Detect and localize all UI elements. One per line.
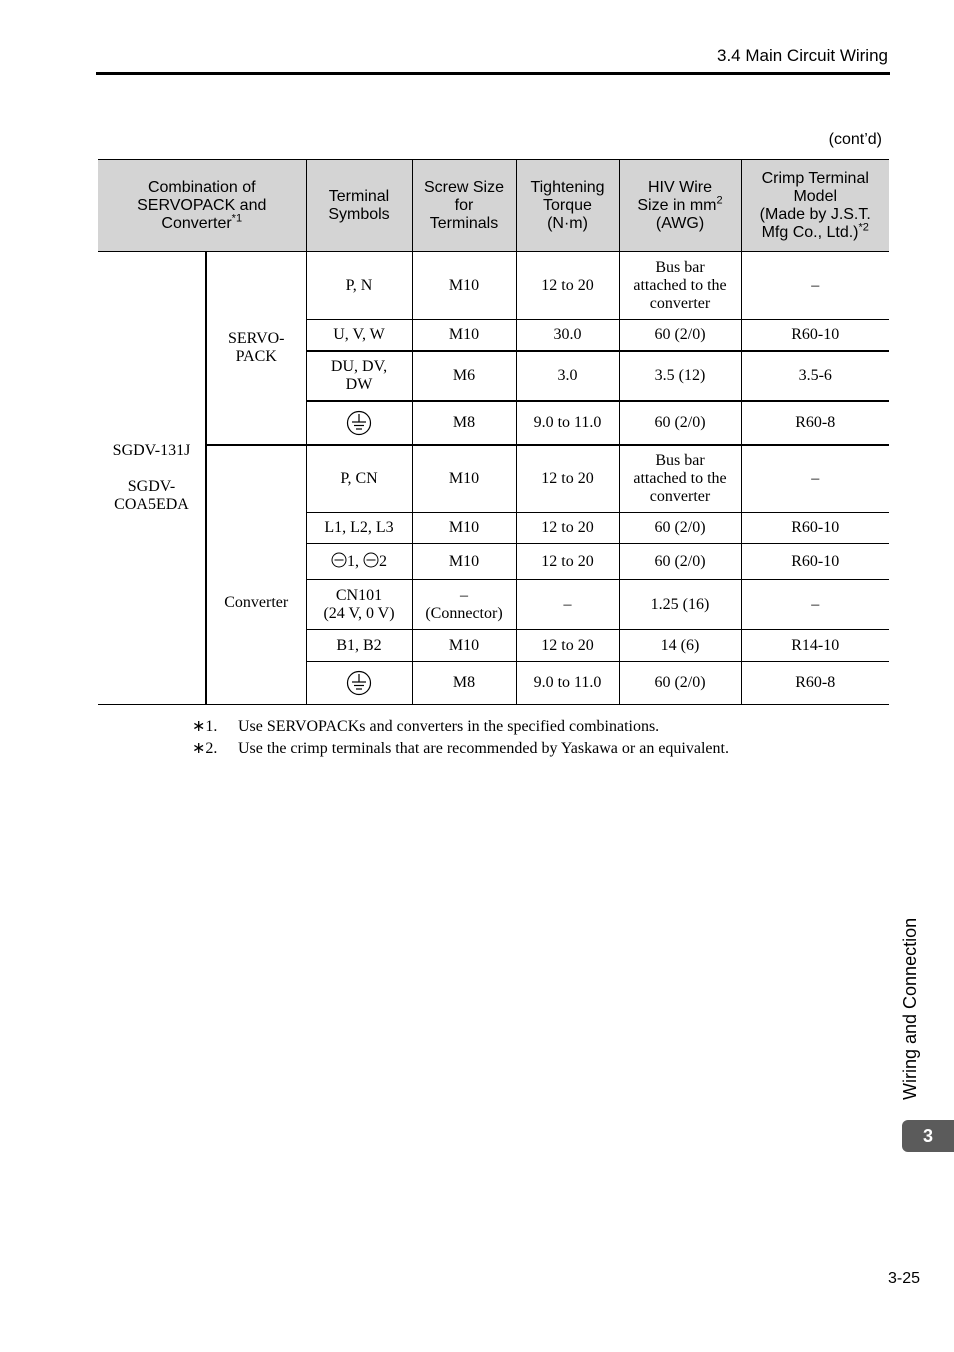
torque-cell: 12 to 20 (516, 252, 619, 320)
screw-cell: M10 (412, 544, 516, 580)
terminal-cell: L1, L2, L3 (306, 513, 412, 544)
screw-cell: M8 (412, 401, 516, 445)
wire-cell: 60 (2/0) (619, 544, 741, 580)
crimp-cell: R60-8 (741, 662, 889, 705)
header-crimp-terminal: Crimp Terminal Model (Made by J.S.T. Mfg Co., Ltd.)$^{*2}$ (741, 160, 889, 252)
chapter-tab: 3 (902, 1120, 954, 1152)
ground-icon (346, 410, 372, 436)
table-row (98, 252, 889, 320)
wiring-spec-table (98, 159, 889, 705)
group-servopack: SERVO- PACK (206, 252, 306, 445)
wire-cell: Bus bar attached to the converter (619, 445, 741, 513)
torque-cell: 9.0 to 11.0 (516, 662, 619, 705)
torque-cell: 12 to 20 (516, 630, 619, 662)
group-converter: Converter (206, 445, 306, 705)
chapter-side-label: Wiring and Connection (900, 917, 920, 1100)
wire-cell: Bus bar attached to the converter (619, 252, 741, 320)
screw-cell: M6 (412, 351, 516, 401)
terminal-cell: CN101 (24 V, 0 V) (306, 580, 412, 630)
wire-cell: 60 (2/0) (619, 320, 741, 351)
header-torque: Tightening Torque (N·m) (516, 160, 619, 252)
terminal-cell: P, CN (306, 445, 412, 513)
terminal-cell: DU, DV, DW (306, 351, 412, 401)
wire-cell: 60 (2/0) (619, 401, 741, 445)
terminal-cell: 1, 2 (306, 544, 412, 580)
torque-cell: – (516, 580, 619, 630)
header-combination: Combination of SERVOPACK and Converter$^{*1}$ (98, 160, 306, 252)
wire-cell: 1.25 (16) (619, 580, 741, 630)
crimp-cell: R60-10 (741, 320, 889, 351)
terminal-cell (306, 401, 412, 445)
header-hiv-wire: HIV Wire Size in $mm^2$ (AWG) (619, 160, 741, 252)
header-rule (96, 72, 890, 75)
terminal-cell: U, V, W (306, 320, 412, 351)
torque-cell: 12 to 20 (516, 445, 619, 513)
screw-cell: – (Connector) (412, 580, 516, 630)
crimp-cell: R60-10 (741, 513, 889, 544)
torque-cell: 12 to 20 (516, 544, 619, 580)
header-screw-size: Screw Size for Terminals (412, 160, 516, 252)
terminal-cell: P, N (306, 252, 412, 320)
torque-cell: 12 to 20 (516, 513, 619, 544)
footnote-2: ∗2. Use the crimp terminals that are recommended by Yaskawa or an equivalent. (192, 740, 729, 757)
screw-cell: M10 (412, 320, 516, 351)
terminal-cell: B1, B2 (306, 630, 412, 662)
torque-cell: 9.0 to 11.0 (516, 401, 619, 445)
header-terminal-symbols: Terminal Symbols (306, 160, 412, 252)
screw-cell: M8 (412, 662, 516, 705)
circled-minus-icon (363, 552, 379, 568)
crimp-cell: R14-10 (741, 630, 889, 662)
crimp-cell: R60-8 (741, 401, 889, 445)
table-row (98, 445, 889, 513)
running-header: 3.4 Main Circuit Wiring (717, 46, 888, 65)
screw-cell: M10 (412, 513, 516, 544)
torque-cell: 3.0 (516, 351, 619, 401)
crimp-cell: – (741, 580, 889, 630)
crimp-cell: R60-10 (741, 544, 889, 580)
crimp-cell: 3.5-6 (741, 351, 889, 401)
ground-icon (346, 670, 372, 696)
combination-cell: SGDV-131J SGDV- COA5EDA (98, 252, 206, 705)
screw-cell: M10 (412, 445, 516, 513)
torque-cell: 30.0 (516, 320, 619, 351)
circled-minus-icon (331, 552, 347, 568)
footnote-1: ∗1. Use SERVOPACKs and converters in the specified combinations. (192, 718, 660, 735)
wire-cell: 60 (2/0) (619, 513, 741, 544)
wire-cell: 3.5 (12) (619, 351, 741, 401)
table-header-row (98, 160, 889, 252)
terminal-cell (306, 662, 412, 705)
crimp-cell: – (741, 445, 889, 513)
crimp-cell: – (741, 252, 889, 320)
continued-label: (cont’d) (828, 131, 882, 148)
page-number: 3-25 (887, 1270, 920, 1287)
wire-cell: 14 (6) (619, 630, 741, 662)
footnotes (192, 716, 729, 760)
screw-cell: M10 (412, 252, 516, 320)
wire-cell: 60 (2/0) (619, 662, 741, 705)
screw-cell: M10 (412, 630, 516, 662)
